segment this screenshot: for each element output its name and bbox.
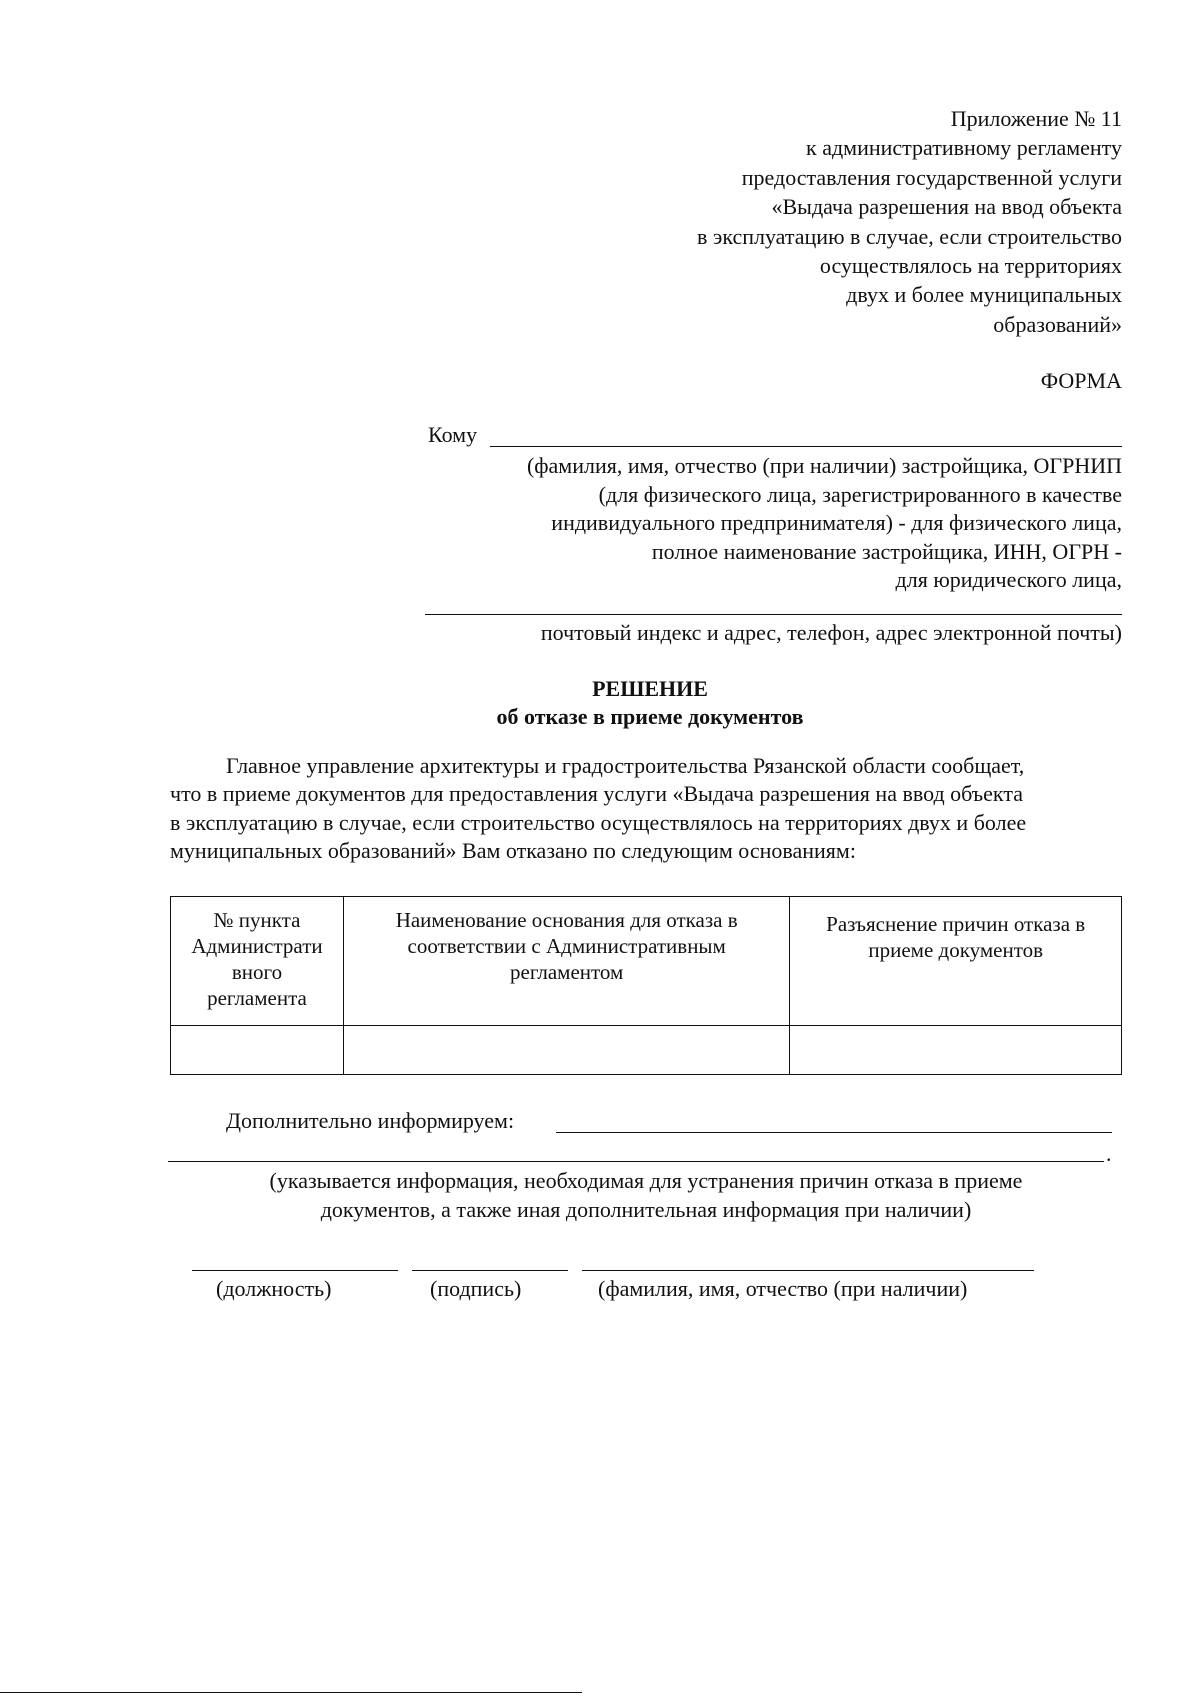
decision-body bbox=[170, 752, 1122, 866]
header-line: осуществлялось на территориях bbox=[819, 253, 1122, 279]
header-line: «Выдача разрешения на ввод объекта bbox=[771, 194, 1122, 220]
header-line: образований» bbox=[993, 311, 1122, 337]
recipient-note-line: полное наименование застройщика, ИНН, ОГРН - bbox=[651, 538, 1122, 564]
recipient-note-line: (фамилия, имя, отчество (при наличии) застройщика, ОГРНИП bbox=[526, 453, 1122, 478]
additional-info-note bbox=[170, 1166, 1122, 1224]
recipient-label: Кому bbox=[428, 422, 478, 447]
recipient-note-line: для юридического лица, bbox=[895, 567, 1122, 593]
body-line: в эксплуатацию в случае, если строительство осуществлялось на территориях двух и более bbox=[170, 809, 1027, 835]
table-cell[interactable] bbox=[790, 1026, 1122, 1075]
header-cell-line: Разъяснение причин отказа в bbox=[826, 912, 1086, 936]
header-cell-line: приеме документов bbox=[868, 938, 1044, 962]
signature-label: (подпись) bbox=[430, 1276, 522, 1301]
appendix-header bbox=[522, 104, 1122, 339]
header-line: Приложение № 11 bbox=[950, 106, 1122, 131]
decision-title: РЕШЕНИЕ bbox=[592, 676, 708, 701]
table-cell[interactable] bbox=[171, 1026, 344, 1075]
header-line: в эксплуатацию в случае, если строительство bbox=[696, 223, 1122, 249]
footer-rule bbox=[0, 1692, 582, 1693]
header-cell-line: вного bbox=[231, 960, 283, 984]
full-name-field[interactable] bbox=[582, 1270, 1034, 1271]
full-name-label: (фамилия, имя, отчество (при наличии) bbox=[598, 1276, 968, 1301]
additional-info-label: Дополнительно информируем: bbox=[226, 1108, 515, 1133]
additional-note-line: документов, а также иная дополнительная информация при наличии) bbox=[320, 1197, 972, 1222]
table-cell[interactable] bbox=[343, 1026, 789, 1075]
header-cell-line: № пункта bbox=[213, 908, 301, 932]
additional-info-field-2[interactable] bbox=[168, 1161, 1104, 1162]
header-line: предоставления государственной услуги bbox=[741, 164, 1122, 190]
header-cell-line: регламентом bbox=[510, 960, 624, 984]
table-header-cell bbox=[790, 897, 1122, 1026]
decision-subtitle: об отказе в приеме документов bbox=[496, 704, 804, 729]
header-cell-line: регламента bbox=[207, 986, 307, 1010]
recipient-address-note: почтовый индекс и адрес, телефон, адрес электронной почты) bbox=[540, 620, 1122, 645]
body-line: что в приеме документов для предоставления услуги «Выдача разрешения на ввод объекта bbox=[170, 781, 1023, 807]
header-cell-line: Администрати bbox=[191, 934, 323, 958]
table-header-cell bbox=[343, 897, 789, 1026]
recipient-address-field[interactable] bbox=[425, 614, 1122, 615]
body-line: муниципальных образований» Вам отказано по следующим основаниям: bbox=[170, 838, 856, 864]
table-row bbox=[171, 1026, 1122, 1075]
recipient-note-line: индивидуального предпринимателя) - для физического лица, bbox=[551, 510, 1122, 536]
header-cell-line: соответствии с Административным bbox=[407, 934, 726, 958]
header-line: к административному регламенту bbox=[806, 135, 1122, 161]
position-field[interactable] bbox=[192, 1270, 398, 1271]
form-label: ФОРМА bbox=[1040, 368, 1122, 393]
reasons-table bbox=[170, 896, 1122, 1075]
body-line: Главное управление архитектуры и градостроительства Рязанской области сообщает, bbox=[226, 753, 1025, 778]
table-header-row bbox=[171, 897, 1122, 1026]
recipient-note bbox=[422, 452, 1122, 595]
additional-note-line: (указывается информация, необходимая для устранения причин отказа в приеме bbox=[269, 1168, 1023, 1193]
trailing-dot: . bbox=[1106, 1141, 1112, 1166]
additional-info-field[interactable] bbox=[556, 1132, 1112, 1133]
recipient-name-field[interactable] bbox=[490, 446, 1122, 447]
table-header-cell bbox=[171, 897, 344, 1026]
recipient-note-line: (для физического лица, зарегистрированного в качестве bbox=[598, 481, 1122, 507]
header-line: двух и более муниципальных bbox=[846, 282, 1122, 308]
signature-field[interactable] bbox=[412, 1270, 568, 1271]
position-label: (должность) bbox=[216, 1276, 332, 1301]
header-cell-line: Наименование основания для отказа в bbox=[395, 908, 738, 932]
